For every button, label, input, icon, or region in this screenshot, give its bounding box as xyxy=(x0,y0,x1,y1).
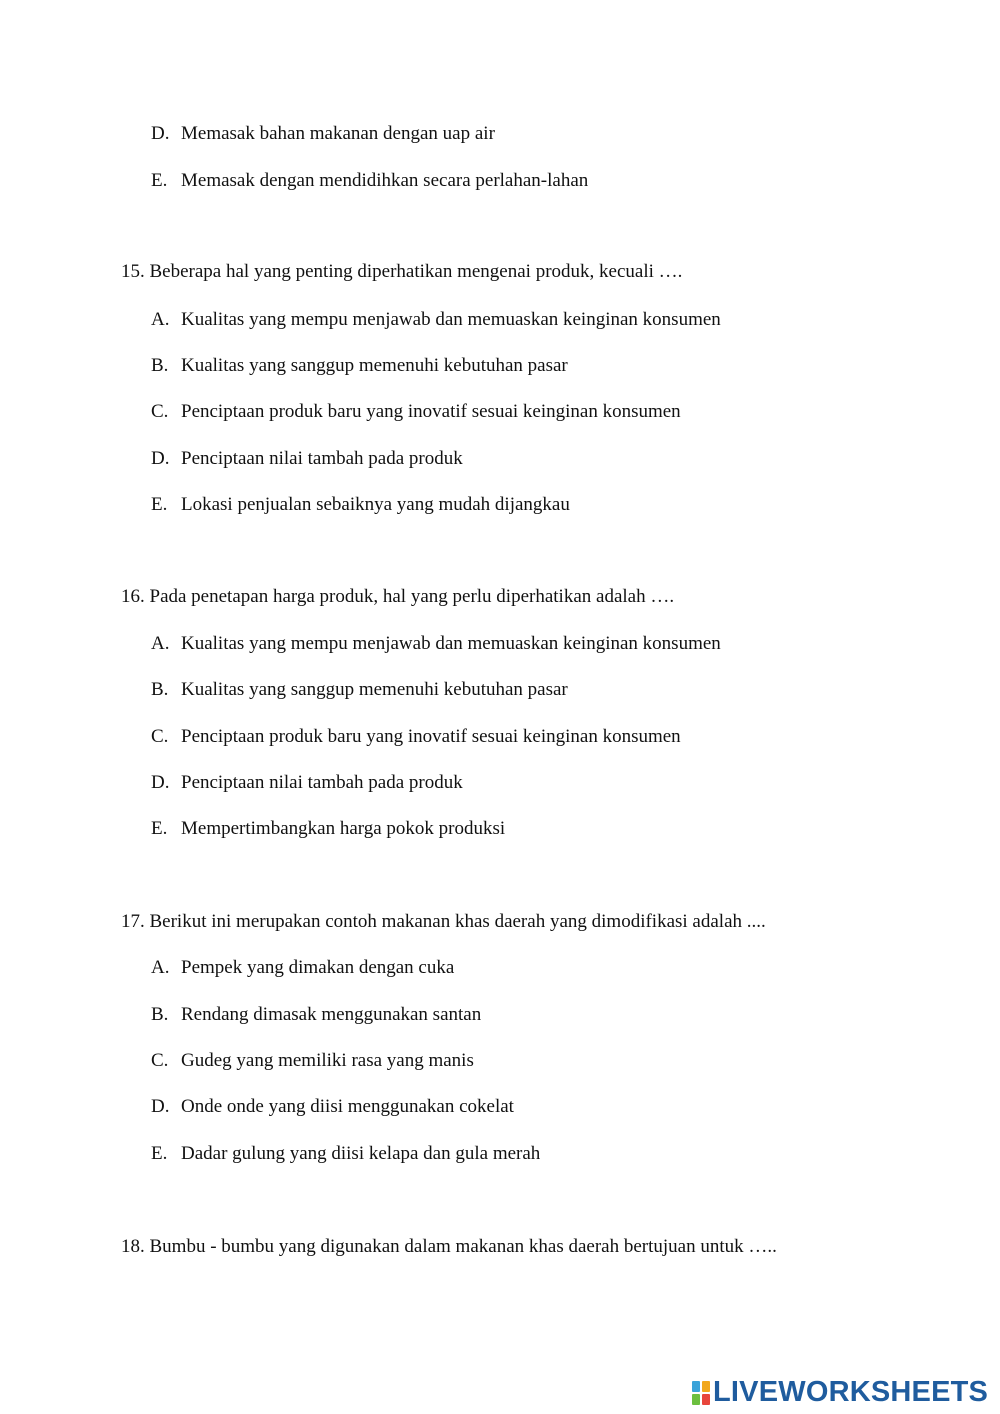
question-17: 17. Berikut ini merupakan contoh makanan khas daerah yang dimodifikasi adalah .... xyxy=(121,911,766,932)
liveworksheets-logo xyxy=(692,1376,988,1409)
question-15: 15. Beberapa hal yang penting diperhatikan mengenai produk, kecuali …. xyxy=(121,261,683,282)
option-text: Gudeg yang memiliki rasa yang manis xyxy=(181,1050,474,1071)
option-letter: A. xyxy=(151,957,170,978)
option-text: Penciptaan nilai tambah pada produk xyxy=(181,448,463,469)
question-15-option-c xyxy=(151,402,681,421)
option-text: Penciptaan produk baru yang inovatif sesuai keinginan konsumen xyxy=(181,401,681,422)
question-17-option-b xyxy=(151,1005,481,1024)
logo-mark-square xyxy=(692,1394,700,1405)
liveworksheets-logo-icon xyxy=(692,1381,710,1405)
option-text: Rendang dimasak menggunakan santan xyxy=(181,1004,482,1025)
logo-mark-square xyxy=(702,1394,710,1405)
option-text: Kualitas yang mempu menjawab dan memuaskan keinginan konsumen xyxy=(181,309,721,330)
question-15-option-d xyxy=(151,449,463,468)
question-15-option-b xyxy=(151,356,568,375)
option-letter: B. xyxy=(151,679,169,700)
question-17-option-c xyxy=(151,1051,474,1070)
question-17-option-d xyxy=(151,1097,514,1116)
option-text: Lokasi penjualan sebaiknya yang mudah dijangkau xyxy=(181,494,570,515)
question-16-option-b xyxy=(151,680,568,699)
option-letter: A. xyxy=(151,309,170,330)
question-16-option-e xyxy=(151,819,505,838)
option-letter: B. xyxy=(151,355,169,376)
question-17-option-a xyxy=(151,958,454,977)
option-letter: A. xyxy=(151,633,170,654)
question-16-option-a xyxy=(151,634,721,653)
option-continued-e xyxy=(151,171,588,190)
option-letter: E. xyxy=(151,494,168,515)
option-text: Kualitas yang sanggup memenuhi kebutuhan pasar xyxy=(181,679,568,700)
option-letter: C. xyxy=(151,401,169,422)
option-text: Dadar gulung yang diisi kelapa dan gula merah xyxy=(181,1143,541,1164)
question-18: 18. Bumbu - bumbu yang digunakan dalam makanan khas daerah bertujuan untuk ….. xyxy=(121,1236,777,1257)
option-text: Memasak dengan mendidihkan secara perlahan-lahan xyxy=(181,170,589,191)
option-text: Memasak bahan makanan dengan uap air xyxy=(181,123,495,144)
logo-mark-square xyxy=(702,1381,710,1392)
question-16: 16. Pada penetapan harga produk, hal yang perlu diperhatikan adalah …. xyxy=(121,586,675,607)
option-text: Mempertimbangkan harga pokok produksi xyxy=(181,818,506,839)
option-letter: B. xyxy=(151,1004,169,1025)
option-continued-d xyxy=(151,124,495,143)
option-text: Kualitas yang sanggup memenuhi kebutuhan pasar xyxy=(181,355,568,376)
option-letter: C. xyxy=(151,1050,169,1071)
logo-text: LIVEWORKSHEETS xyxy=(713,1376,989,1408)
option-text: Pempek yang dimakan dengan cuka xyxy=(181,957,455,978)
question-15-option-a xyxy=(151,310,721,329)
logo-mark-square xyxy=(692,1381,700,1392)
option-letter: E. xyxy=(151,170,168,191)
question-15-option-e xyxy=(151,495,570,514)
option-letter: D. xyxy=(151,448,170,469)
option-letter: D. xyxy=(151,1096,170,1117)
option-letter: D. xyxy=(151,772,170,793)
question-16-option-d xyxy=(151,773,463,792)
option-text: Penciptaan nilai tambah pada produk xyxy=(181,772,463,793)
question-16-option-c xyxy=(151,727,681,746)
question-17-option-e xyxy=(151,1144,540,1163)
option-letter: C. xyxy=(151,726,169,747)
option-letter: D. xyxy=(151,123,170,144)
option-text: Kualitas yang mempu menjawab dan memuaskan keinginan konsumen xyxy=(181,633,721,654)
option-letter: E. xyxy=(151,818,168,839)
option-text: Penciptaan produk baru yang inovatif sesuai keinginan konsumen xyxy=(181,726,681,747)
option-letter: E. xyxy=(151,1143,168,1164)
option-text: Onde onde yang diisi menggunakan cokelat xyxy=(181,1096,514,1117)
